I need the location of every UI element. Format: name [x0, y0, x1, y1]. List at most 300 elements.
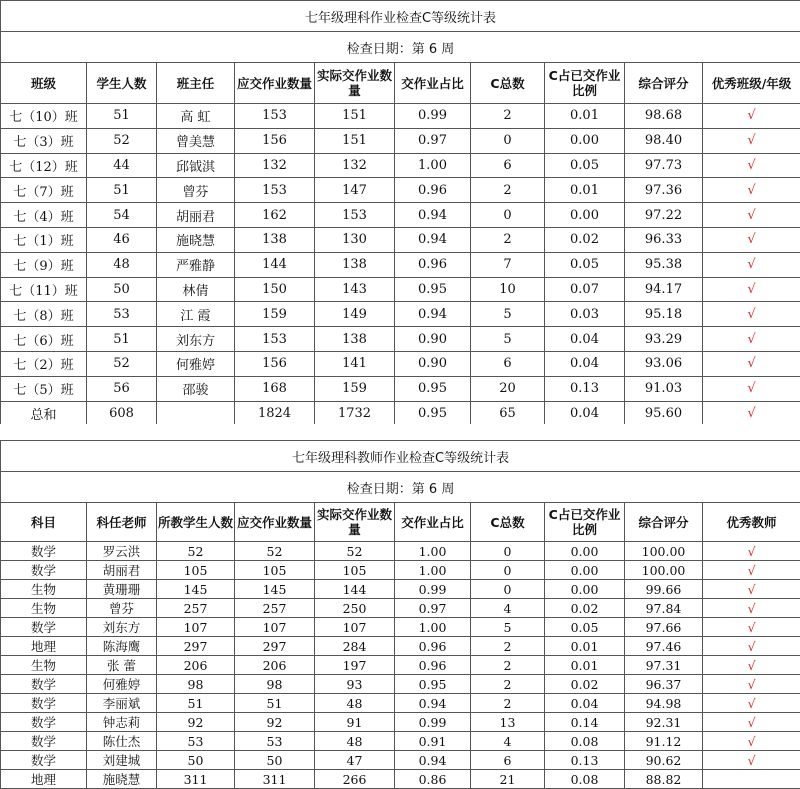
table-cell: 96.37 [625, 675, 703, 694]
table-cell: 52 [235, 542, 315, 561]
table-cell: 92 [235, 713, 315, 732]
column-header: C占已交作业比例 [545, 63, 625, 104]
excellent-check-cell: √ [703, 203, 800, 228]
table-cell: 95.38 [625, 252, 703, 277]
excellent-check-cell: √ [703, 327, 800, 352]
table-cell: 曾美慧 [157, 128, 235, 153]
table-cell: 数学 [1, 694, 87, 713]
table-cell: 0.01 [545, 178, 625, 203]
excellent-check-cell: √ [703, 376, 800, 401]
table-cell: 138 [315, 327, 395, 352]
excellent-check-cell: √ [703, 580, 800, 599]
table-cell: 七（2）班 [1, 351, 87, 376]
table-cell: 0.08 [545, 732, 625, 751]
table-row [1, 637, 800, 656]
table-cell: 98 [157, 675, 235, 694]
table-cell: 0.00 [545, 561, 625, 580]
table-body [1, 104, 800, 426]
table-cell: 149 [315, 302, 395, 327]
table-cell: 0.01 [545, 104, 625, 129]
excellent-check-cell: √ [703, 542, 800, 561]
table-row [1, 599, 800, 618]
excellent-check-cell: √ [703, 178, 800, 203]
column-header: 实际交作业数量 [315, 63, 395, 104]
table-cell: 88.82 [625, 770, 703, 789]
table-cell: 0.94 [395, 203, 471, 228]
table-cell: 91 [315, 713, 395, 732]
table-cell: 曾芬 [157, 178, 235, 203]
column-header: 所教学生人数 [157, 503, 235, 542]
table-cell: 93 [315, 675, 395, 694]
excellent-check-cell: √ [703, 104, 800, 129]
table-cell: 98.68 [625, 104, 703, 129]
header-row [1, 63, 800, 104]
table-cell: 98.40 [625, 128, 703, 153]
table-cell: 105 [315, 561, 395, 580]
table-cell: 13 [471, 713, 545, 732]
table-cell: 0.00 [545, 203, 625, 228]
table-cell: 197 [315, 656, 395, 675]
table-cell: 1.00 [395, 153, 471, 178]
excellent-check-cell: √ [703, 277, 800, 302]
table-cell: 数学 [1, 618, 87, 637]
table-cell: 92.31 [625, 713, 703, 732]
table-cell: 施晓慧 [157, 227, 235, 252]
table-cell: 156 [235, 351, 315, 376]
table-cell: 0.08 [545, 770, 625, 789]
table-row [1, 770, 800, 789]
table-cell: 0.00 [545, 580, 625, 599]
table-cell: 0.13 [545, 751, 625, 770]
table-cell: 10 [471, 277, 545, 302]
table-cell: 162 [235, 203, 315, 228]
table-cell: 98 [235, 675, 315, 694]
table-cell: 0.91 [395, 732, 471, 751]
table-cell: 5 [471, 618, 545, 637]
column-header: 交作业占比 [395, 63, 471, 104]
table-cell: 53 [87, 302, 157, 327]
table-cell: 刘建城 [87, 751, 157, 770]
excellent-check-cell: √ [703, 732, 800, 751]
table-cell: 数学 [1, 542, 87, 561]
excellent-check-cell: √ [703, 302, 800, 327]
table-cell: 数学 [1, 713, 87, 732]
table-cell: 51 [87, 178, 157, 203]
teacher-stats-table [0, 440, 800, 789]
table-row [1, 277, 800, 302]
table-row [1, 252, 800, 277]
table-row [1, 561, 800, 580]
table-cell: 21 [471, 770, 545, 789]
table-cell: 56 [87, 376, 157, 401]
table-cell: 2 [471, 637, 545, 656]
table-row [1, 376, 800, 401]
table-cell: 0.04 [545, 694, 625, 713]
table-row [1, 732, 800, 751]
table-cell: 0.02 [545, 599, 625, 618]
table-cell: 53 [157, 732, 235, 751]
sheet-divider [0, 424, 800, 440]
table-cell: 97.66 [625, 618, 703, 637]
table-cell: 95.60 [625, 401, 703, 426]
table-cell: 156 [235, 128, 315, 153]
table-cell: 46 [87, 227, 157, 252]
table-cell: 0.05 [545, 153, 625, 178]
table-cell: 生物 [1, 580, 87, 599]
table-cell: 高 虹 [157, 104, 235, 129]
table-cell: 105 [157, 561, 235, 580]
table-cell: 51 [87, 104, 157, 129]
table-cell: 0.96 [395, 178, 471, 203]
table-cell: 七（10）班 [1, 104, 87, 129]
table-cell: 95.18 [625, 302, 703, 327]
table-cell: 1824 [235, 401, 315, 426]
table-cell: 150 [235, 277, 315, 302]
table-cell: 96.33 [625, 227, 703, 252]
table-cell: 0.96 [395, 637, 471, 656]
table-cell: 151 [315, 104, 395, 129]
column-header: 班级 [1, 63, 87, 104]
excellent-check-cell: √ [703, 656, 800, 675]
table-cell: 1.00 [395, 542, 471, 561]
table-row [1, 327, 800, 352]
table-cell: 0.07 [545, 277, 625, 302]
table-cell: 钟志莉 [87, 713, 157, 732]
table-cell: 刘东方 [157, 327, 235, 352]
table-cell: 97.31 [625, 656, 703, 675]
table-cell: 4 [471, 732, 545, 751]
column-header: 学生人数 [87, 63, 157, 104]
table-cell: 地理 [1, 637, 87, 656]
table-cell: 153 [235, 178, 315, 203]
excellent-check-cell: √ [703, 618, 800, 637]
table-cell: 2 [471, 694, 545, 713]
column-header: 优秀教师 [703, 503, 800, 542]
table-cell: 0.04 [545, 401, 625, 426]
table-cell: 0 [471, 561, 545, 580]
table-cell: 生物 [1, 656, 87, 675]
table-cell: 李丽斌 [87, 694, 157, 713]
column-header: C总数 [471, 503, 545, 542]
table-cell: 七（7）班 [1, 178, 87, 203]
table-cell: 91.03 [625, 376, 703, 401]
table-row [1, 401, 800, 426]
table-cell: 胡丽君 [157, 203, 235, 228]
table-cell: 0.02 [545, 675, 625, 694]
table-cell: 0.94 [395, 302, 471, 327]
table-cell: 0.00 [545, 128, 625, 153]
table-cell: 5 [471, 302, 545, 327]
table-cell: 51 [87, 327, 157, 352]
excellent-check-cell: √ [703, 128, 800, 153]
column-header: 科目 [1, 503, 87, 542]
table-cell: 608 [87, 401, 157, 426]
table-cell: 107 [157, 618, 235, 637]
table-cell: 91.12 [625, 732, 703, 751]
table-cell: 2 [471, 675, 545, 694]
table-cell: 99.66 [625, 580, 703, 599]
excellent-check-cell: √ [703, 561, 800, 580]
inspection-date: 检查日期：第 6 周 [1, 472, 800, 503]
table-cell: 47 [315, 751, 395, 770]
table-cell: 147 [315, 178, 395, 203]
table-cell: 0.95 [395, 401, 471, 426]
table-cell: 七（9）班 [1, 252, 87, 277]
table-cell: 100.00 [625, 542, 703, 561]
table-cell: 0.97 [395, 599, 471, 618]
table-cell: 6 [471, 351, 545, 376]
table-row [1, 751, 800, 770]
column-header: 科任老师 [87, 503, 157, 542]
table-cell: 0.99 [395, 104, 471, 129]
table-cell: 107 [315, 618, 395, 637]
table-row [1, 542, 800, 561]
table-cell: 七（6）班 [1, 327, 87, 352]
table-cell: 1.00 [395, 618, 471, 637]
table-cell: 0.95 [395, 675, 471, 694]
table-cell: 0.90 [395, 351, 471, 376]
table-cell: 48 [87, 252, 157, 277]
table-cell: 94.17 [625, 277, 703, 302]
table-cell: 0.94 [395, 227, 471, 252]
table-row [1, 694, 800, 713]
table-cell: 刘东方 [87, 618, 157, 637]
table-cell: 0.94 [395, 751, 471, 770]
table-cell: 144 [235, 252, 315, 277]
table-cell: 曾芬 [87, 599, 157, 618]
table-cell: 七（3）班 [1, 128, 87, 153]
table-cell: 生物 [1, 599, 87, 618]
table-row [1, 178, 800, 203]
table-cell [157, 401, 235, 426]
table-cell: 6 [471, 153, 545, 178]
table-cell: 邱钺淇 [157, 153, 235, 178]
excellent-check-cell: √ [703, 153, 800, 178]
table-row [1, 153, 800, 178]
table-cell: 黄珊珊 [87, 580, 157, 599]
teacher-stats-sheet [0, 440, 800, 789]
table-cell: 七（11）班 [1, 277, 87, 302]
table-cell: 141 [315, 351, 395, 376]
table-cell: 138 [235, 227, 315, 252]
table-cell: 0 [471, 203, 545, 228]
table-cell: 284 [315, 637, 395, 656]
table-row [1, 104, 800, 129]
table-cell: 严雅静 [157, 252, 235, 277]
table-cell: 297 [157, 637, 235, 656]
table-cell: 江 霞 [157, 302, 235, 327]
column-header: 优秀班级/年级 [703, 63, 800, 104]
table-cell: 153 [315, 203, 395, 228]
column-header: C占已交作业比例 [545, 503, 625, 542]
table-cell: 206 [235, 656, 315, 675]
table-cell: 0 [471, 542, 545, 561]
table-cell: 168 [235, 376, 315, 401]
inspection-date: 检查日期：第 6 周 [1, 32, 800, 63]
column-header: 应交作业数量 [235, 503, 315, 542]
table-cell: 0.97 [395, 128, 471, 153]
table-cell: 94.98 [625, 694, 703, 713]
table-cell: 数学 [1, 732, 87, 751]
table-cell: 0.13 [545, 376, 625, 401]
column-header: 班主任 [157, 63, 235, 104]
excellent-check-cell: √ [703, 694, 800, 713]
table-cell: 0.01 [545, 656, 625, 675]
table-row [1, 351, 800, 376]
table-cell: 48 [315, 732, 395, 751]
excellent-check-cell: √ [703, 675, 800, 694]
table-cell: 数学 [1, 675, 87, 694]
table-cell: 159 [235, 302, 315, 327]
column-header: 实际交作业数量 [315, 503, 395, 542]
table-cell: 138 [315, 252, 395, 277]
table-cell: 52 [157, 542, 235, 561]
table-row [1, 713, 800, 732]
excellent-check-cell: √ [703, 227, 800, 252]
table-cell: 51 [235, 694, 315, 713]
excellent-check-cell: √ [703, 713, 800, 732]
table-cell: 0.96 [395, 656, 471, 675]
table-cell: 92 [157, 713, 235, 732]
table-title: 七年级理科作业检查C等级统计表 [1, 1, 800, 32]
table-cell: 七（1）班 [1, 227, 87, 252]
table-cell: 93.29 [625, 327, 703, 352]
table-cell: 陈仕杰 [87, 732, 157, 751]
table-cell: 44 [87, 153, 157, 178]
table-cell: 311 [157, 770, 235, 789]
table-cell: 罗云洪 [87, 542, 157, 561]
table-cell: 53 [235, 732, 315, 751]
excellent-check-cell [703, 770, 800, 789]
table-cell: 七（4）班 [1, 203, 87, 228]
table-body [1, 542, 800, 789]
table-title: 七年级理科教师作业检查C等级统计表 [1, 441, 800, 472]
table-cell: 257 [235, 599, 315, 618]
table-cell: 总和 [1, 401, 87, 426]
column-header: 综合评分 [625, 503, 703, 542]
column-header: 应交作业数量 [235, 63, 315, 104]
table-cell: 52 [87, 351, 157, 376]
excellent-check-cell: √ [703, 751, 800, 770]
table-cell: 54 [87, 203, 157, 228]
table-cell: 153 [235, 104, 315, 129]
table-cell: 数学 [1, 751, 87, 770]
table-cell: 52 [315, 542, 395, 561]
table-cell: 6 [471, 751, 545, 770]
table-cell: 2 [471, 104, 545, 129]
header-row [1, 503, 800, 542]
table-cell: 50 [87, 277, 157, 302]
table-cell: 0 [471, 580, 545, 599]
table-cell: 林倩 [157, 277, 235, 302]
table-cell: 何雅婷 [87, 675, 157, 694]
table-cell: 206 [157, 656, 235, 675]
table-cell: 七（8）班 [1, 302, 87, 327]
table-cell: 数学 [1, 561, 87, 580]
table-cell: 5 [471, 327, 545, 352]
table-cell: 65 [471, 401, 545, 426]
table-cell: 1732 [315, 401, 395, 426]
table-cell: 20 [471, 376, 545, 401]
table-cell: 297 [235, 637, 315, 656]
table-cell: 159 [315, 376, 395, 401]
table-cell: 90.62 [625, 751, 703, 770]
table-cell: 97.84 [625, 599, 703, 618]
table-cell: 153 [235, 327, 315, 352]
table-cell: 97.73 [625, 153, 703, 178]
excellent-check-cell: √ [703, 637, 800, 656]
table-row [1, 227, 800, 252]
excellent-check-cell: √ [703, 599, 800, 618]
table-cell: 地理 [1, 770, 87, 789]
table-cell: 145 [157, 580, 235, 599]
table-cell: 七（12）班 [1, 153, 87, 178]
table-cell: 0.00 [545, 542, 625, 561]
table-cell: 100.00 [625, 561, 703, 580]
table-cell: 50 [157, 751, 235, 770]
table-cell: 0.95 [395, 376, 471, 401]
table-cell: 陈海鹰 [87, 637, 157, 656]
table-cell: 132 [315, 153, 395, 178]
table-cell: 97.22 [625, 203, 703, 228]
table-cell: 2 [471, 178, 545, 203]
table-cell: 132 [235, 153, 315, 178]
table-cell: 48 [315, 694, 395, 713]
table-cell: 145 [235, 580, 315, 599]
table-cell: 0.01 [545, 637, 625, 656]
table-row [1, 675, 800, 694]
table-cell: 0.04 [545, 351, 625, 376]
excellent-check-cell: √ [703, 252, 800, 277]
table-cell: 51 [157, 694, 235, 713]
table-cell: 邵骏 [157, 376, 235, 401]
table-cell: 0.95 [395, 277, 471, 302]
table-cell: 144 [315, 580, 395, 599]
table-cell: 施晓慧 [87, 770, 157, 789]
table-cell: 97.36 [625, 178, 703, 203]
table-cell: 0.14 [545, 713, 625, 732]
table-cell: 张 蕾 [87, 656, 157, 675]
table-cell: 130 [315, 227, 395, 252]
table-cell: 257 [157, 599, 235, 618]
table-cell: 143 [315, 277, 395, 302]
table-cell: 0.03 [545, 302, 625, 327]
table-cell: 胡丽君 [87, 561, 157, 580]
table-cell: 0.94 [395, 694, 471, 713]
table-cell: 0.04 [545, 327, 625, 352]
table-cell: 0.05 [545, 618, 625, 637]
table-cell: 250 [315, 599, 395, 618]
table-cell: 266 [315, 770, 395, 789]
table-cell: 0.90 [395, 327, 471, 352]
table-cell: 311 [235, 770, 315, 789]
table-cell: 0.96 [395, 252, 471, 277]
table-cell: 52 [87, 128, 157, 153]
table-cell: 93.06 [625, 351, 703, 376]
excellent-check-cell: √ [703, 351, 800, 376]
table-cell: 4 [471, 599, 545, 618]
column-header: 交作业占比 [395, 503, 471, 542]
table-cell: 151 [315, 128, 395, 153]
table-cell: 0.05 [545, 252, 625, 277]
table-cell: 2 [471, 227, 545, 252]
table-cell: 1.00 [395, 561, 471, 580]
table-cell: 7 [471, 252, 545, 277]
table-cell: 0.86 [395, 770, 471, 789]
table-row [1, 656, 800, 675]
table-cell: 0.99 [395, 580, 471, 599]
table-row [1, 618, 800, 637]
